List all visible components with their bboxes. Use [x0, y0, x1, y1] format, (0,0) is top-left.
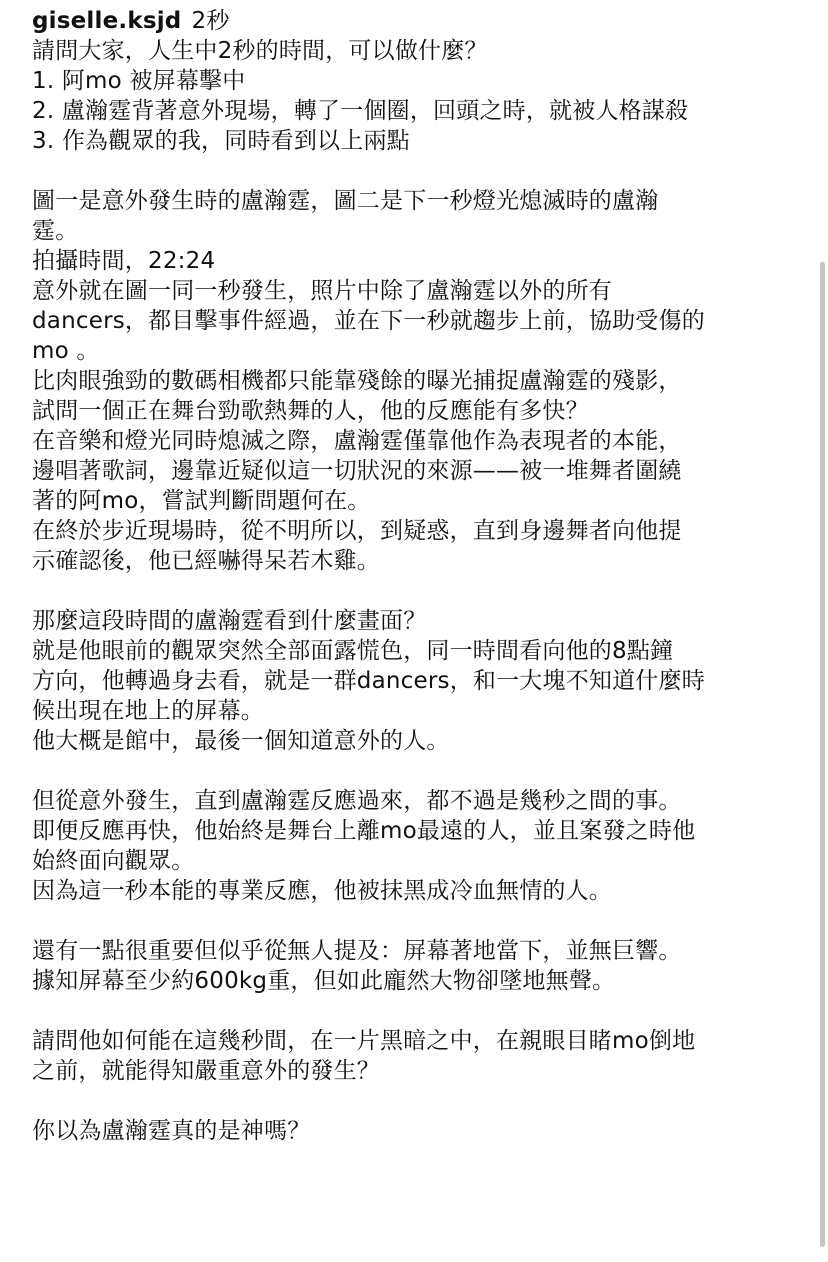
paragraph-spacer — [32, 576, 802, 606]
paragraph — [32, 1026, 802, 1086]
text-line: 在終於步近現場時，從不明所以，到疑惑，直到身邊舞者向他提 — [32, 518, 682, 544]
paragraph — [32, 636, 802, 726]
text-line: 比肉眼強勁的數碼相機都只能靠殘餘的曝光捕捉盧瀚霆的殘影， — [32, 368, 682, 394]
paragraph-spacer — [32, 996, 802, 1026]
username[interactable]: giselle.ksjd — [32, 8, 182, 34]
paragraph — [32, 246, 802, 276]
paragraph-spacer — [32, 906, 802, 936]
text-line: 那麼這段時間的盧瀚霆看到什麼畫面？ — [32, 608, 427, 634]
text-line: 意外就在圖一同一秒發生，照片中除了盧瀚霆以外的所有 — [32, 278, 612, 304]
text-line: 霆。 — [32, 218, 79, 244]
text-line: 就是他眼前的觀眾突然全部面露慌色，同一時間看向他的8點鐘 — [32, 638, 674, 664]
paragraph — [32, 276, 802, 366]
paragraph — [32, 1116, 802, 1146]
text-line: 始終面向觀眾。 — [32, 848, 195, 874]
paragraph — [32, 186, 802, 246]
paragraph — [32, 426, 802, 516]
text-line: 方向，他轉過身去看，就是一群dancers，和一大塊不知道什麼時 — [32, 668, 705, 694]
text-line: 他大概是館中，最後一個知道意外的人。 — [32, 728, 450, 754]
paragraph — [32, 516, 802, 576]
paragraph — [32, 936, 802, 996]
paragraph — [32, 36, 802, 156]
text-line: 因為這一秒本能的專業反應，他被抹黑成冷血無情的人。 — [32, 878, 612, 904]
text-line: 候出現在地上的屏幕。 — [32, 698, 264, 724]
post-header — [32, 6, 802, 36]
text-line: dancers，都目擊事件經過，並在下一秒就趨步上前，協助受傷的 — [32, 308, 705, 334]
paragraph — [32, 786, 802, 876]
text-line: 之前，就能得知嚴重意外的發生？ — [32, 1058, 380, 1084]
paragraph — [32, 726, 802, 756]
text-line: 試問一個正在舞台勁歌熱舞的人，他的反應能有多快？ — [32, 398, 589, 424]
paragraph — [32, 606, 802, 636]
paragraph-spacer — [32, 1086, 802, 1116]
text-line: 圖一是意外發生時的盧瀚霆，圖二是下一秒燈光熄滅時的盧瀚 — [32, 188, 659, 214]
text-line: 還有一點很重要但似乎從無人提及：屏幕著地當下，並無巨響。 — [32, 938, 682, 964]
text-line: mo 。 — [32, 338, 100, 364]
text-line: 2. 盧瀚霆背著意外現場，轉了一個圈，回頭之時，就被人格謀殺 — [32, 98, 689, 124]
timestamp: 2秒 — [191, 8, 230, 34]
text-line: 但從意外發生，直到盧瀚霆反應過來，都不過是幾秒之間的事。 — [32, 788, 682, 814]
paragraph-spacer — [32, 756, 802, 786]
text-line: 在音樂和燈光同時熄滅之際，盧瀚霆僅靠他作為表現者的本能， — [32, 428, 682, 454]
text-line: 邊唱著歌詞，邊靠近疑似這一切狀況的來源——被一堆舞者圍繞 — [32, 458, 682, 484]
scrollbar-thumb[interactable] — [820, 262, 825, 1247]
text-line: 示確認後，他已經嚇得呆若木雞。 — [32, 548, 380, 574]
text-line: 據知屏幕至少約600kg重，但如此龐然大物卻墜地無聲。 — [32, 968, 616, 994]
text-line: 請問大家，人生中2秒的時間，可以做什麼？ — [32, 38, 488, 64]
paragraph — [32, 366, 802, 426]
text-line: 拍攝時間，22:24 — [32, 248, 216, 274]
text-line: 3. 作為觀眾的我，同時看到以上兩點 — [32, 128, 410, 154]
text-line: 1. 阿mo 被屏幕擊中 — [32, 68, 246, 94]
text-line: 著的阿mo，嘗試判斷問題何在。 — [32, 488, 371, 514]
paragraph-spacer — [32, 156, 802, 186]
text-line: 你以為盧瀚霆真的是神嗎？ — [32, 1118, 311, 1144]
text-line: 請問他如何能在這幾秒間，在一片黑暗之中，在親眼目睹mo倒地 — [32, 1028, 696, 1054]
scrollbar[interactable] — [816, 0, 828, 1262]
text-line: 即便反應再快，他始終是舞台上離mo最遠的人，並且案發之時他 — [32, 818, 696, 844]
paragraph — [32, 876, 802, 906]
post-body — [32, 6, 802, 1146]
post-text — [32, 36, 802, 1146]
